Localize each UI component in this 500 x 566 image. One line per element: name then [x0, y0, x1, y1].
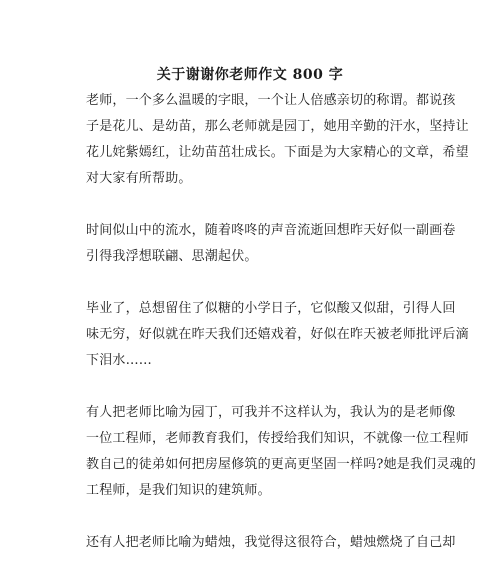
paragraph-line: 教自己的徒弟如何把房屋修筑的更高更坚固一样吗?她是我们灵魂的	[86, 457, 476, 472]
paragraph-line: 还有人把老师比喻为蜡烛，我觉得这很符合，蜡烛燃烧了自己却	[86, 535, 456, 550]
paragraph-line: 时间似山中的流水，随着咚咚的声音流逝回想昨天好似一副画卷	[86, 223, 456, 238]
paragraph-intro	[86, 88, 469, 192]
paragraph-line: 有人把老师比喻为园丁，可我并不这样认为，我认为的是老师像	[86, 405, 456, 420]
paragraph-line: 花儿姹紫嫣红，让幼苗茁壮成长。下面是为大家精心的文章，希望	[86, 145, 469, 160]
paragraph-line: 引得我浮想联翩、思潮起伏。	[86, 249, 258, 264]
paragraph-line: 一位工程师，老师教育我们，传授给我们知识，不就像一位工程师	[86, 431, 469, 446]
paragraph-line: 下泪水……	[86, 353, 153, 368]
paragraph-line: 老师，一个多么温暖的字眼，一个让人倍感亲切的称谓。都说孩	[86, 93, 456, 108]
paragraph-line: 工程师，是我们知识的建筑师。	[86, 483, 271, 498]
paragraph-candle	[86, 530, 456, 556]
document-title: 关于谢谢你老师作文 800 字	[156, 67, 344, 83]
paragraph-graduation	[86, 296, 469, 374]
paragraph-line: 毕业了，总想留住了似糖的小学日子，它似酸又似甜，引得人回	[86, 301, 456, 316]
paragraph-line: 味无穷，好似就在昨天我们还嬉戏着，好似在昨天被老师批评后滴	[86, 327, 469, 342]
paragraph-line: 子是花儿、是幼苗，那么老师就是园丁，她用辛勤的汗水，坚持让	[86, 119, 469, 134]
paragraph-time	[86, 218, 456, 270]
paragraph-engineer	[86, 400, 476, 504]
paragraph-line: 对大家有所帮助。	[86, 171, 192, 186]
